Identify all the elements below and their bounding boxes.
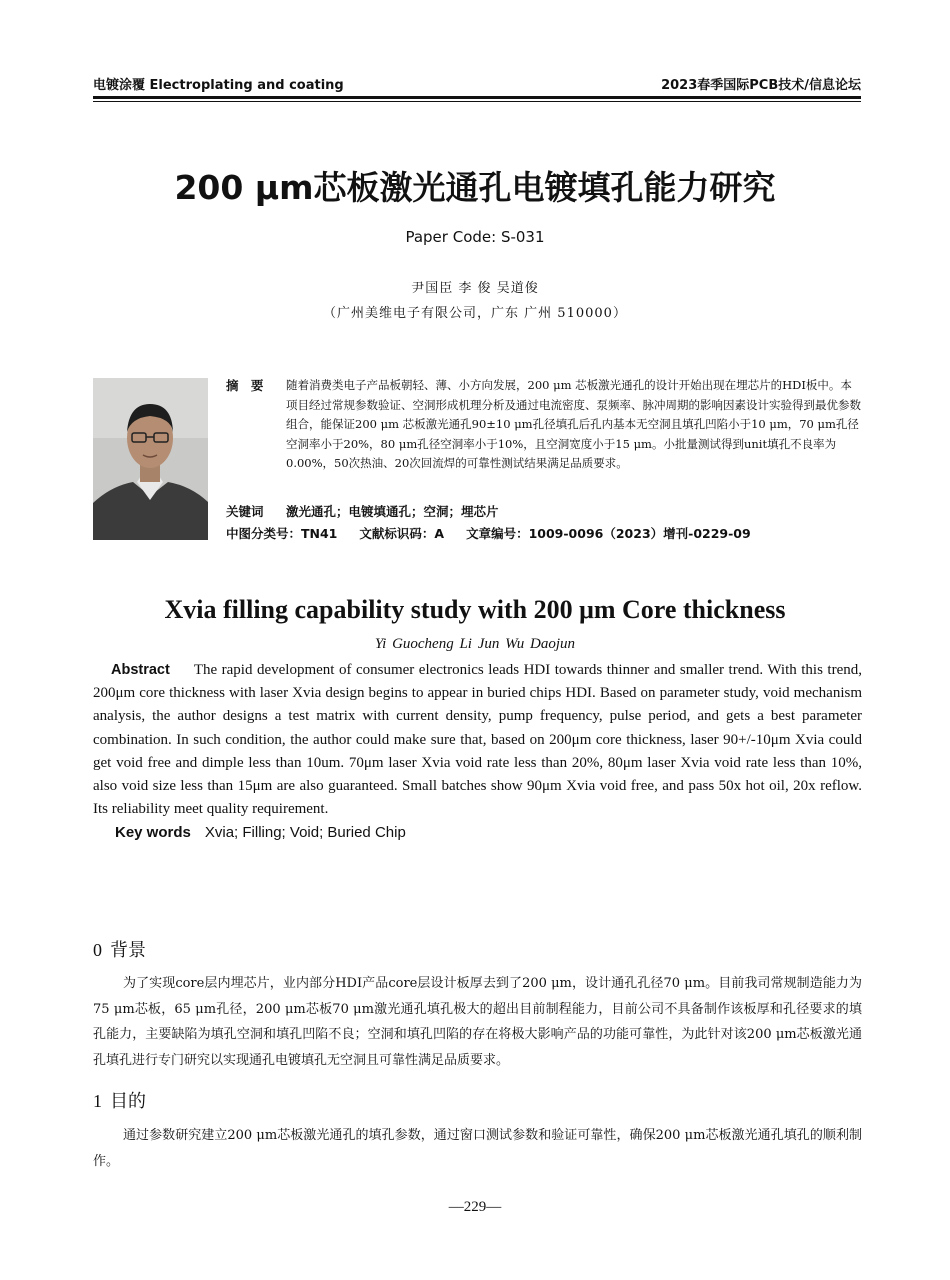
title-english: Xvia filling capability study with 200 μm Core thickness: [164, 595, 786, 624]
section-paragraph-purpose: 通过参数研究建立200 μm芯板激光通孔的填孔参数，通过窗口测试参数和验证可靠性，确保200 μm芯板激光通孔填孔的顺利制作。: [93, 1128, 862, 1169]
abstract-chinese: [226, 376, 862, 474]
abstract-text-cn: 随着消费类电子产品板朝轻、薄、小方向发展，200 μm 芯板激光通孔的设计开始出现在埋芯片的HDI板中。本项目经过常规参数验证、空洞形成机理分析及通过电流密度、泵频率、脉冲周期的影响因素设计实验得到最优参数组合，能保证200 μm 芯板激光通孔90±10 μm孔径填孔后孔内基本无空洞且填孔凹陷小于10 μm，70 μm孔径空洞率小于20%，80 μm孔径空洞率小于10%，且空洞宽度小于15 μm。小批量测试得到unit填孔不良率为0.00%，50次热油、20次回流焊的可靠性测试结果满足品质要求。: [286, 378, 861, 471]
abstract-label-cn: 摘 要: [226, 378, 268, 393]
title-chinese: 200 μm芯板激光通孔电镀填孔能力研究: [174, 168, 776, 207]
keywords-label-en: Key words: [115, 824, 191, 841]
classification-line: [226, 524, 773, 542]
abstract-text-en: The rapid development of consumer electronics leads HDI towards thinner and smaller trend. With this trend, 200μm core thickness with laser Xvia design begins to appear in buried chips HDI. Based on parameter study, void mechanism analysis, the author designs a test matrix with current density, pump frequency, pulse period, and gets a best parameter combination. In such condition, the author could make sure that, based on 200μm core thickness, laser 90+/-10μm Xvia could get void free and dimple less than 10um. 70μm laser Xvia void rate less than 20%, 80μm laser Xvia void rate less than 10%, also void size less than 15μm are also guaranteed. Small batches show 90μm Xvia void free, and pass 50x hot oil, 20x reflow. Its reliability meet quality requirement.: [93, 662, 862, 818]
affiliation-chinese: （广州美维电子有限公司，广东 广州 510000）: [323, 306, 627, 321]
clc-number: 中图分类号：TN41: [226, 526, 338, 541]
header-rule-thick: [93, 96, 861, 99]
header-rule-thin: [93, 101, 861, 102]
header-section-label: 电镀涂覆 Electroplating and coating: [93, 78, 344, 93]
paper-code: Paper Code: S-031: [405, 228, 545, 246]
authors-chinese: 尹国臣 李 俊 吴道俊: [411, 281, 539, 296]
section-heading-purpose: [93, 1087, 146, 1113]
page-number: —229—: [448, 1199, 502, 1215]
keywords-english: [115, 824, 406, 841]
section-title: 背景: [110, 940, 146, 961]
section-number: 1: [93, 1091, 102, 1111]
section-title: 目的: [110, 1091, 146, 1112]
authors-english: Yi Guocheng Li Jun Wu Daojun: [374, 636, 576, 652]
author-photo: [93, 378, 208, 540]
section-number: 0: [93, 940, 102, 960]
abstract-label-en: Abstract: [111, 662, 170, 678]
author-portrait-image: [93, 378, 208, 540]
section-paragraph-background: 为了实现core层内埋芯片，业内部分HDI产品core层设计板厚去到了200 μm，设计通孔孔径70 μm。目前我司常规制造能力为75 μm芯板，65 μm孔径，200 μm芯板70 μm激光通孔填孔极大的超出目前制程能力，目前公司不具备制作该板厚和孔径要求的填孔能力，主要缺陷为填孔空洞和填孔凹陷不良；空洞和填孔凹陷的存在将极大影响产品的功能可靠性，为此针对该200 μm芯板激光通孔填孔进行专门研究以实现通孔电镀填孔无空洞且可靠性满足品质要求。: [93, 976, 862, 1068]
document-code: 文献标识码：A: [359, 526, 445, 541]
header-conference-label: 2023春季国际PCB技术/信息论坛: [661, 78, 861, 93]
keywords-text-cn: 激光通孔；电镀填通孔；空洞；埋芯片: [286, 504, 499, 519]
abstract-english: [93, 659, 862, 821]
keywords-chinese: [226, 502, 499, 520]
article-number: 文章编号：1009-0096（2023）增刊-0229-09: [466, 526, 751, 541]
keywords-label-cn: 关键词: [226, 504, 264, 519]
section-heading-background: [93, 936, 146, 962]
keywords-text-en: Xvia; Filling; Void; Buried Chip: [204, 824, 406, 841]
running-header: [93, 74, 861, 96]
